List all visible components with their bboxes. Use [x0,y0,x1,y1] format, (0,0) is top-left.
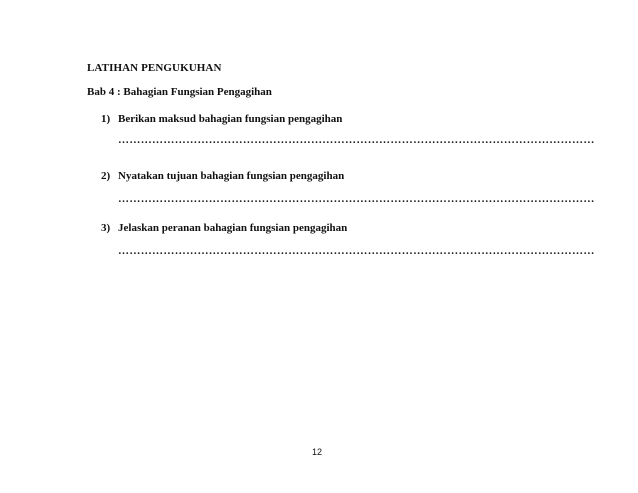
question-number: 2) [101,170,111,182]
page-number: 12 [312,447,323,457]
question-3 [101,222,347,234]
question-text: Nyatakan tujuan bahagian fungsian pengagihan [118,170,345,182]
question-number: 1) [101,113,111,125]
page-title: LATIHAN PENGUKUHAN [87,62,222,74]
answer-line-2: ……………………………………………………………………………………………………………… [118,193,595,205]
question-number: 3) [101,222,111,234]
question-text: Jelaskan peranan bahagian fungsian pengagihan [118,222,348,234]
question-1 [101,113,342,125]
question-2 [101,170,344,182]
answer-line-1: ……………………………………………………………………………………………………………… [118,134,595,146]
answer-line-3: ……………………………………………………………………………………………………………… [118,245,595,257]
question-text: Berikan maksud bahagian fungsian pengagihan [118,113,343,125]
chapter-heading: Bab 4 : Bahagian Fungsian Pengagihan [87,86,272,98]
